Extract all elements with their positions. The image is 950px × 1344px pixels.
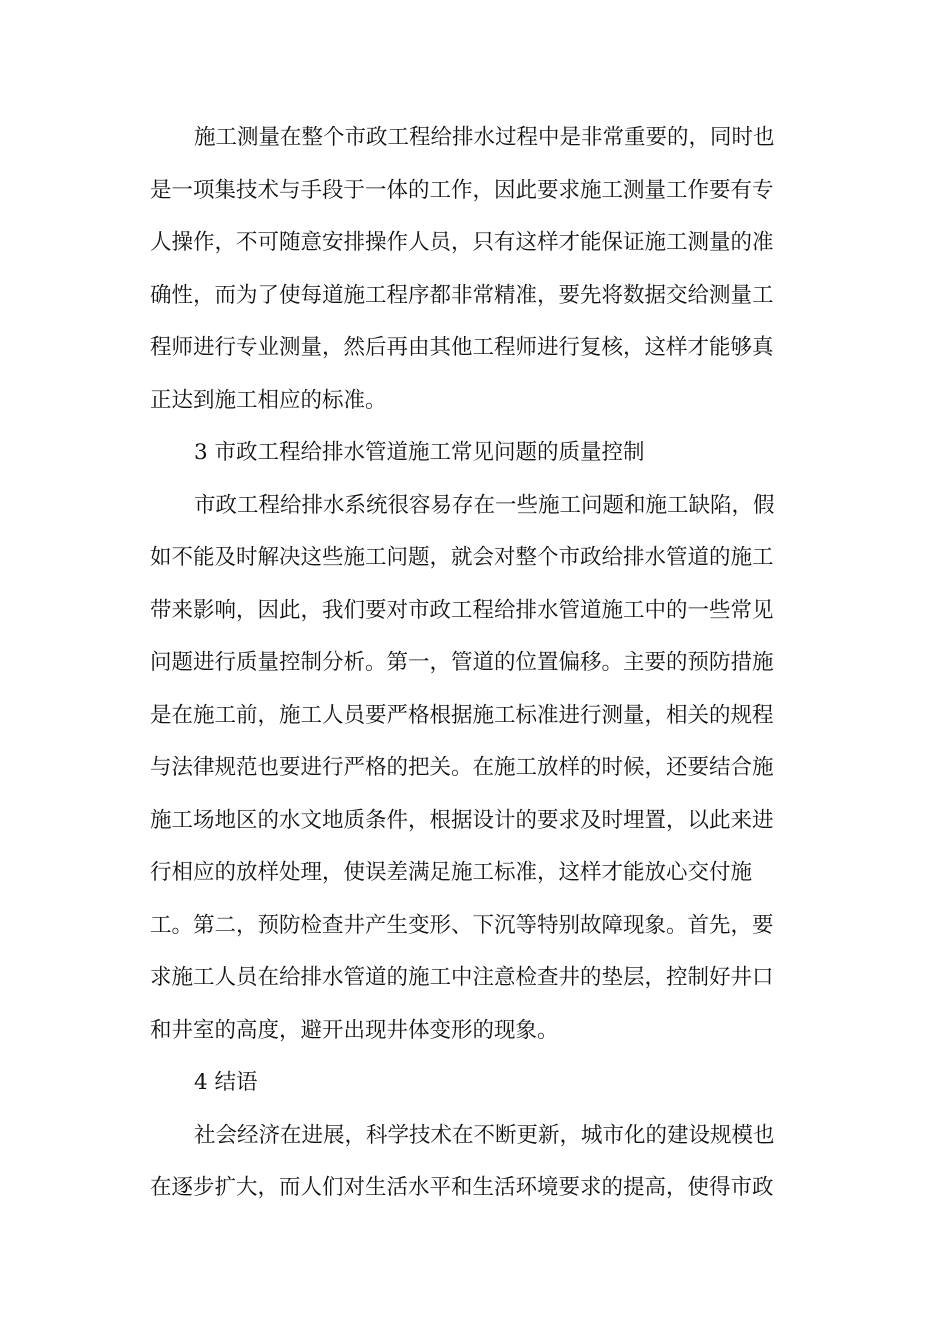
paragraph-2-line-5: 是在施工前，施工人员要严格根据施工标准进行测量，相关的规程 — [150, 702, 774, 728]
paragraph-2-line-6: 与法律规范也要进行严格的把关。在施工放样的时候，还要结合施 — [150, 755, 774, 780]
paragraph-2-line-11: 和井室的高度，避开出现井体变形的现象。 — [150, 1017, 559, 1043]
paragraph-1-line-2: 是一项集技术与手段于一体的工作，因此要求施工测量工作要有专 — [150, 177, 774, 203]
paragraph-2-line-8: 行相应的放样处理，使误差满足施工标准，这样才能放心交付施 — [150, 860, 753, 885]
paragraph-2-line-3: 带来影响，因此，我们要对市政工程给排水管道施工中的一些常见 — [150, 597, 774, 623]
paragraph-2-line-1: 市政工程给排水系统很容易存在一些施工问题和施工缺陷，假 — [194, 492, 775, 518]
section-4-heading: 4 结语 — [194, 1070, 258, 1095]
paragraph-2-line-9: 工。第二，预防检查井产生变形、下沉等特别故障现象。首先，要 — [150, 912, 774, 938]
paragraph-2-line-7: 施工场地区的水文地质条件，根据设计的要求及时埋置，以此来进 — [150, 807, 774, 833]
paragraph-2-line-4: 问题进行质量控制分析。第一，管道的位置偏移。主要的预防措施 — [150, 650, 774, 675]
paragraph-2-line-2: 如不能及时解决这些施工问题，就会对整个市政给排水管道的施工 — [150, 545, 774, 570]
paragraph-1-line-5: 程师进行专业测量，然后再由其他工程师进行复核，这样才能够真 — [150, 335, 774, 360]
paragraph-3-line-2: 在逐步扩大，而人们对生活水平和生活环境要求的提高，使得市政 — [150, 1175, 774, 1200]
paragraph-1-line-6: 正达到施工相应的标准。 — [150, 387, 387, 413]
paragraph-3-line-1: 社会经济在进展，科学技术在不断更新，城市化的建设规模也 — [194, 1122, 775, 1148]
document-body — [150, 112, 800, 1215]
paragraph-1-line-3: 人操作，不可随意安排操作人员，只有这样才能保证施工测量的准 — [150, 230, 774, 255]
paragraph-1-line-4: 确性，而为了使每道施工程序都非常精准，要先将数据交给测量工 — [150, 282, 774, 308]
paragraph-1-line-1: 施工测量在整个市政工程给排水过程中是非常重要的，同时也 — [194, 125, 775, 150]
paragraph-2-line-10: 求施工人员在给排水管道的施工中注意检查井的垫层，控制好井口 — [150, 965, 774, 990]
section-3-heading: 3 市政工程给排水管道施工常见问题的质量控制 — [194, 440, 645, 465]
